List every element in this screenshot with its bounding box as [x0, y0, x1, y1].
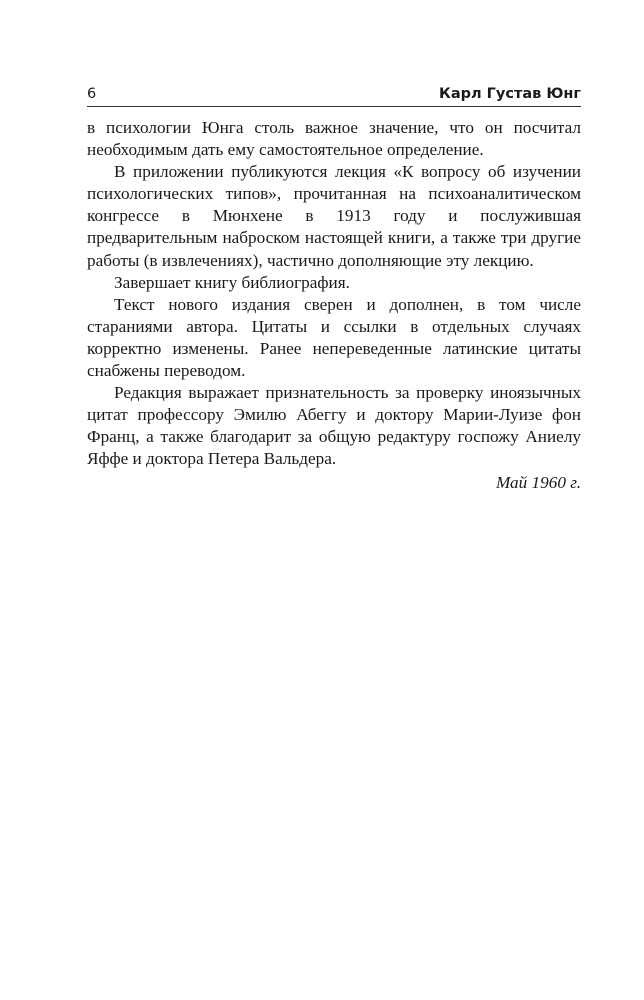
- body-text: [87, 117, 581, 494]
- header-rule: [87, 106, 581, 107]
- running-title: Карл Густав Юнг: [439, 86, 581, 102]
- running-head: [87, 82, 581, 106]
- paragraph-appendix: В приложении публикуются лекция «К вопросу об изучении психологических типов», прочитанная на психоаналитическом конгрессе в Мюнхене в 1913 году и послужившая предварительным наброском настоящей книги, а также три другие работы (в извлечениях), частично дополняющие эту лекцию.: [87, 162, 581, 270]
- paragraph-new-edition: Текст нового издания сверен и дополнен, в том числе стараниями автора. Цитаты и ссылки в отдельных случаях корректно изменены. Ранее непереведенные латинские цитаты снабжены переводом.: [87, 294, 581, 381]
- page-number: 6: [87, 86, 97, 102]
- paragraph-continuation: в психологии Юнга столь важное значение, что он посчитал необходимым дать ему самостоятельное определение.: [87, 118, 581, 160]
- paragraph-bibliography: Завершает книгу библиография.: [114, 272, 350, 292]
- paragraph-acknowledgements: Редакция выражает признательность за проверку иноязычных цитат профессору Эмилю Абеггу и доктору Марии-Луизе фон Франц, а также благодарит за общую редактуру госпожу Аниелу Яффе и доктора Петера Вальдера.: [87, 383, 581, 469]
- signature-date: Май 1960 г.: [495, 472, 581, 492]
